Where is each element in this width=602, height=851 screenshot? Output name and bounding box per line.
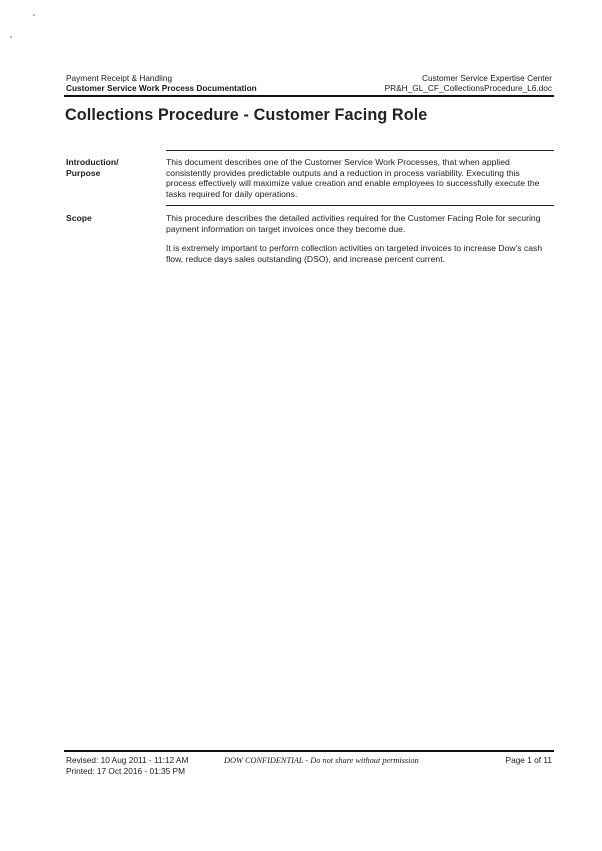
paragraph: This procedure describes the detailed activities required for the Customer Facing Role for securing payment information on target invoices once they become due. <box>166 213 541 234</box>
document-title: Collections Procedure - Customer Facing Role <box>65 106 428 124</box>
paragraph: This document describes one of the Customer Service Work Processes, that when applied consistently provides predictable outputs and a reduction in process variability. Executing this process effectively will maximize value creation and enable employees to successfully execute the tasks required for daily operations. <box>166 157 540 199</box>
footer-revised: Revised: 10 Aug 2011 - 11:12 AM <box>66 755 189 765</box>
paragraph: It is extremely important to perform collection activities on targeted invoices to increase Dow's cash flow, reduce days sales outstanding (DSO), and increase percent current. <box>166 243 543 264</box>
footer-page-number: Page 1 of 11 <box>505 755 552 765</box>
header-doc-series: Customer Service Work Process Documentation <box>66 83 257 93</box>
scan-speck <box>10 36 12 38</box>
page-footer <box>66 755 552 777</box>
section-body-scope <box>166 213 546 264</box>
section-label-introduction <box>66 157 156 179</box>
section-divider <box>166 150 554 151</box>
footer-confidential-notice: DOW CONFIDENTIAL - Do not share without permission <box>224 756 419 765</box>
page-header <box>66 73 552 93</box>
section-label-line: Purpose <box>66 168 101 178</box>
footer-printed: Printed: 17 Oct 2016 - 01:35 PM <box>66 766 185 776</box>
section-divider <box>166 205 554 206</box>
header-file-name: PR&H_GL_CF_CollectionsProcedure_L6.doc <box>384 83 552 93</box>
section-body-introduction <box>166 157 546 199</box>
scan-speck <box>33 14 35 16</box>
header-department: Customer Service Expertise Center <box>421 73 552 83</box>
section-label-line: Introduction/ <box>66 157 119 167</box>
header-divider <box>64 95 554 97</box>
header-section-name: Payment Receipt & Handling <box>66 73 173 83</box>
footer-divider <box>64 750 554 752</box>
section-label-line: Scope <box>66 213 92 223</box>
section-label-scope <box>66 213 156 224</box>
